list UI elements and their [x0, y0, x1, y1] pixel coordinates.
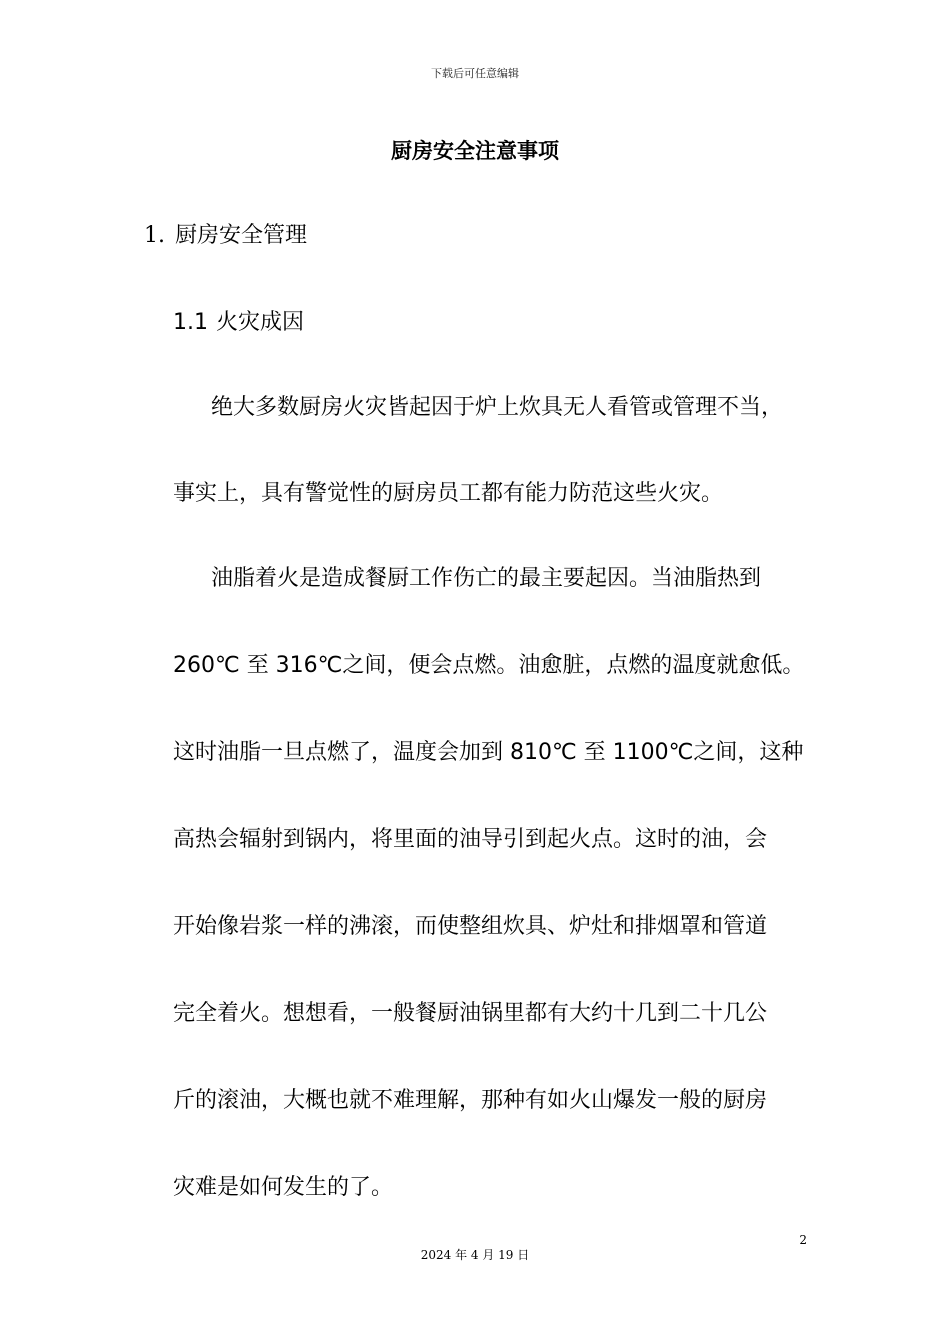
paragraph-line: 灾难是如何发生的了。 — [173, 1175, 394, 1200]
paragraph-line: 绝大多数厨房火灾皆起因于炉上炊具无人看管或管理不当， — [211, 395, 784, 420]
section-number: 1. — [144, 223, 165, 248]
paragraph-line: 高热会辐射到锅内，将里面的油导引到起火点。这时的油，会 — [173, 827, 768, 852]
page-number: 2 — [799, 1233, 807, 1247]
subsection-title: 火灾成因 — [216, 310, 305, 335]
document-title: 厨房安全注意事项 — [391, 139, 559, 163]
paragraph-line: 260℃ 至 316℃之间，便会点燃。油愈脏，点燃的温度就愈低。 — [173, 653, 805, 678]
subsection-heading-1-1 — [173, 307, 304, 339]
paragraph-line: 完全着火。想想看，一般餐厨油锅里都有大约十几到二十几公 — [173, 1001, 768, 1026]
paragraph-line: 这时油脂一旦点燃了，温度会加到 810℃ 至 1100℃之间，这种 — [173, 740, 804, 765]
paragraph-line: 开始像岩浆一样的沸滚，而使整组炊具、炉灶和排烟罩和管道 — [173, 914, 768, 939]
paragraph-line: 油脂着火是造成餐厨工作伤亡的最主要起因。当油脂热到 — [211, 566, 762, 591]
section-heading-1 — [144, 220, 307, 252]
paragraph-line: 斤的滚油，大概也就不难理解，那种有如火山爆发一般的厨房 — [173, 1088, 768, 1113]
section-title: 厨房安全管理 — [175, 223, 308, 248]
header-note: 下载后可任意编辑 — [431, 67, 519, 80]
footer-date: 2024 年 4 月 19 日 — [420, 1248, 530, 1262]
paragraph-line: 事实上，具有警觉性的厨房员工都有能力防范这些火灾。 — [173, 481, 724, 506]
subsection-number: 1.1 — [173, 310, 208, 335]
